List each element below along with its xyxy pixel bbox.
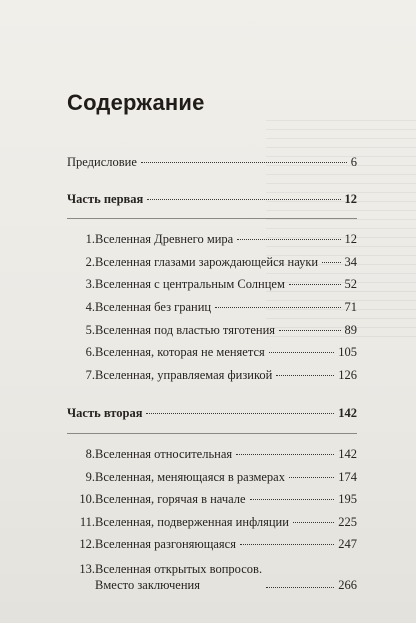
chapter-page: 52 [344, 277, 357, 292]
chapter-number: 13. [79, 561, 95, 576]
chapter-title: Вселенная разгоняющаяся [95, 537, 236, 552]
chapter-page: 142 [338, 446, 357, 461]
chapter-number: 6. [85, 345, 95, 360]
chapter-title: Вселенная глазами зарождающейся науки [95, 254, 319, 269]
toc-chapter-4 [67, 301, 357, 324]
dot-leader [240, 544, 334, 545]
chapter-title-line-2: Вместо заключения [95, 577, 200, 592]
chapter-title: Вселенная, управляемая физикой [95, 367, 273, 382]
chapter-number: 3. [85, 277, 95, 292]
dot-leader [293, 522, 334, 523]
toc-part-1 [67, 193, 357, 216]
chapter-page: 34 [344, 254, 357, 269]
chapter-title [95, 561, 262, 593]
chapter-page: 247 [338, 537, 357, 552]
toc-chapter-7 [67, 369, 357, 392]
dot-leader [236, 454, 334, 455]
dot-leader [276, 375, 334, 376]
chapter-title: Вселенная, меняющаяся в размерах [95, 469, 285, 484]
chapter-number: 8. [85, 446, 95, 461]
dot-leader [289, 477, 334, 478]
chapter-title: Вселенная без границ [95, 299, 212, 314]
chapter-title: Вселенная относительная [95, 446, 233, 461]
chapter-page: 89 [344, 322, 357, 337]
toc-chapter-5 [67, 324, 357, 347]
chapter-number: 5. [85, 322, 95, 337]
toc-chapter-6 [67, 346, 357, 369]
toc-chapter-11 [67, 516, 357, 539]
part-1-page: 12 [344, 191, 357, 206]
chapter-page: 225 [338, 514, 357, 529]
dot-leader [279, 330, 340, 331]
chapter-number: 1. [85, 232, 95, 247]
toc-chapter-1 [67, 233, 357, 256]
chapter-page: 105 [338, 345, 357, 360]
chapter-page: 195 [338, 492, 357, 507]
chapter-page: 12 [344, 232, 357, 247]
chapter-page: 266 [338, 577, 357, 592]
chapter-title: Вселенная, которая не меняется [95, 345, 265, 360]
chapter-number: 10. [79, 492, 95, 507]
dot-leader [146, 413, 334, 414]
part-1-label: Часть первая [67, 191, 144, 206]
chapter-title: Вселенная под властью тяготения [95, 322, 276, 337]
part-2-page: 142 [338, 406, 357, 421]
toc-chapter-10 [67, 493, 357, 516]
chapter-page: 174 [338, 469, 357, 484]
dot-leader [289, 284, 341, 285]
chapter-title: Вселенная, горячая в начале [95, 492, 246, 507]
chapter-title: Вселенная с центральным Солнцем [95, 277, 285, 292]
dot-leader [147, 199, 340, 200]
preface-page: 6 [350, 155, 357, 169]
part-2-label: Часть вторая [67, 406, 143, 421]
chapter-title: Вселенная Древнего мира [95, 232, 234, 247]
dot-leader [269, 352, 334, 353]
toc-part-2 [67, 407, 357, 430]
part-divider [67, 218, 357, 219]
chapter-page: 71 [344, 299, 357, 314]
toc-chapter-12 [67, 538, 357, 561]
chapter-number: 2. [85, 254, 95, 269]
chapter-number: 9. [85, 469, 95, 484]
chapter-title: Вселенная, подверженная инфляции [95, 514, 289, 529]
toc-chapter-2 [67, 256, 357, 279]
dot-leader [237, 239, 340, 240]
toc-chapter-8 [67, 448, 357, 471]
dot-leader [215, 307, 340, 308]
chapter-page: 126 [338, 367, 357, 382]
toc-chapter-9 [67, 471, 357, 494]
dot-leader [266, 587, 334, 588]
toc-chapter-3 [67, 278, 357, 301]
chapter-number: 4. [85, 299, 95, 314]
chapter-number: 12. [79, 537, 95, 552]
dot-leader [322, 262, 340, 263]
table-of-contents [67, 156, 357, 593]
chapter-title-line-1: Вселенная открытых вопросов. [95, 561, 263, 576]
dot-leader [141, 162, 347, 163]
preface-label: Предисловие [67, 155, 137, 169]
dot-leader [250, 499, 335, 500]
chapter-number: 7. [85, 367, 95, 382]
toc-chapter-13 [67, 561, 357, 593]
part-divider [67, 433, 357, 434]
toc-entry-preface [67, 156, 357, 179]
chapter-number: 11. [79, 514, 95, 529]
page-title: Содержание [67, 90, 205, 115]
